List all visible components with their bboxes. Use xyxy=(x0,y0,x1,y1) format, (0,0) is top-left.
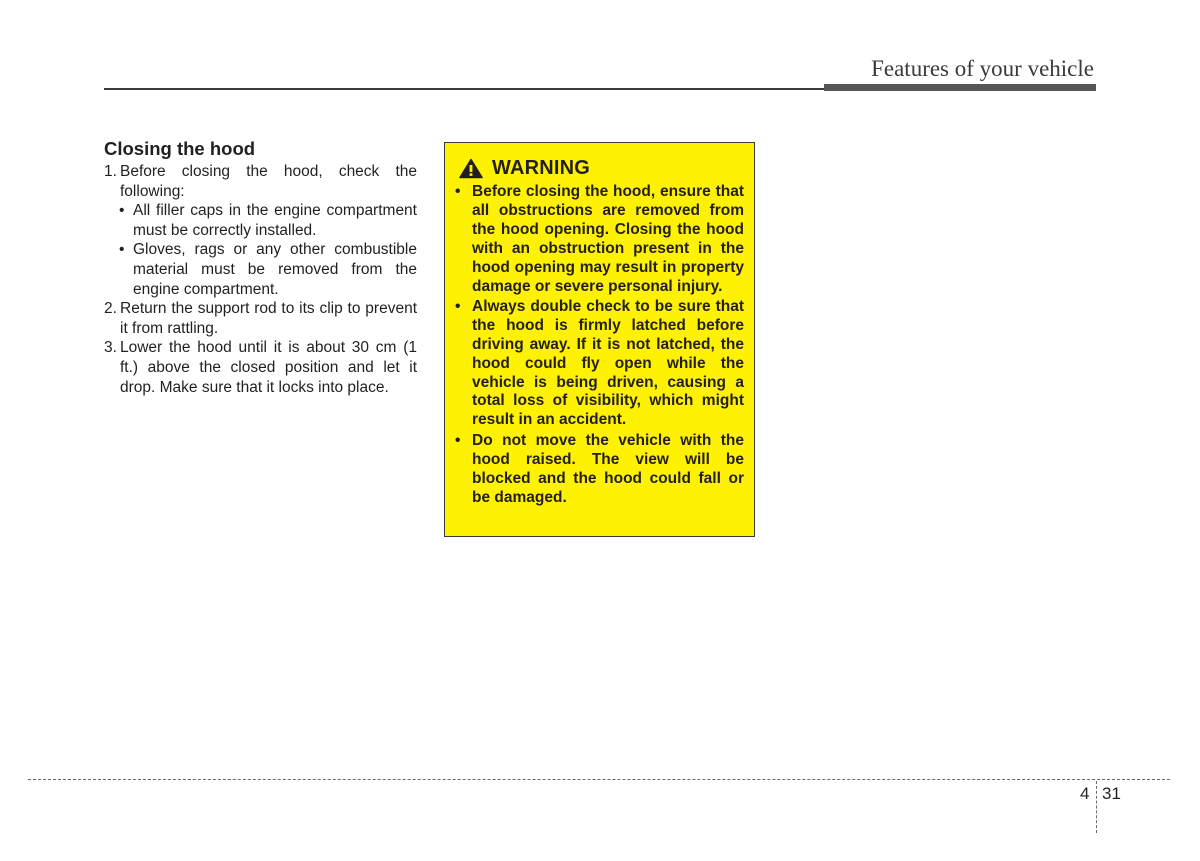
bullet-dot: • xyxy=(119,241,125,259)
checklist-text: All filler caps in the engine compartment must be correctly installed. xyxy=(133,202,417,239)
warning-item-obstructions xyxy=(455,183,744,296)
step-number: 1. xyxy=(104,163,117,180)
step-text: Return the support rod to its clip to prevent it from rattling. xyxy=(120,300,417,337)
bullet-dot: • xyxy=(455,183,461,200)
step-text: Lower the hood until it is about 30 cm (1 ft.) above the closed position and let it drop. Make sure that it locks into place. xyxy=(120,339,417,396)
checklist-item-combustibles xyxy=(104,240,417,299)
checklist-text: Gloves, rags or any other combustible material must be removed from the engine compartment. xyxy=(133,241,417,298)
chapter-number: 4 xyxy=(1080,784,1090,803)
checklist-item-filler-caps xyxy=(104,201,417,240)
bullet-dot: • xyxy=(455,431,461,449)
warning-text: Before closing the hood, ensure that all obstructions are removed from the hood opening. Closing the hood with an obstruction present in the hood opening may result in property damage or severe personal injury. xyxy=(472,183,744,295)
bullet-dot: • xyxy=(455,297,461,315)
footer-divider xyxy=(1096,781,1097,833)
step-3 xyxy=(104,338,417,397)
page-header-title: Features of your vehicle xyxy=(871,56,1094,81)
warning-text: Always double check to be sure that the hood is firmly latched before driving away. If it is not latched, the hood could fly open while the vehicle is being driven, causing a total loss of visibility, which might result in an accident. xyxy=(472,297,744,429)
section-title: Closing the hood xyxy=(104,138,256,159)
warning-title: WARNING xyxy=(492,156,591,179)
header-rule-accent xyxy=(824,84,1096,91)
warning-item-latch-check xyxy=(455,298,744,430)
footer-rule xyxy=(28,779,1170,780)
warning-triangle-icon xyxy=(459,158,483,179)
step-2 xyxy=(104,299,417,338)
warning-text: Do not move the vehicle with the hood raised. The view will be blocked and the hood could fall or be damaged. xyxy=(472,431,744,506)
page-number: 31 xyxy=(1102,784,1121,803)
warning-header xyxy=(459,155,744,181)
warning-box xyxy=(444,142,755,537)
step-number: 2. xyxy=(104,300,117,318)
step-text: Before closing the hood, check the following: xyxy=(120,163,417,200)
header-rule xyxy=(104,88,824,90)
step-1 xyxy=(104,162,417,201)
step-number: 3. xyxy=(104,339,117,357)
warning-item-hood-raised xyxy=(455,432,744,508)
closing-hood-section xyxy=(104,138,417,397)
bullet-dot: • xyxy=(119,202,125,220)
